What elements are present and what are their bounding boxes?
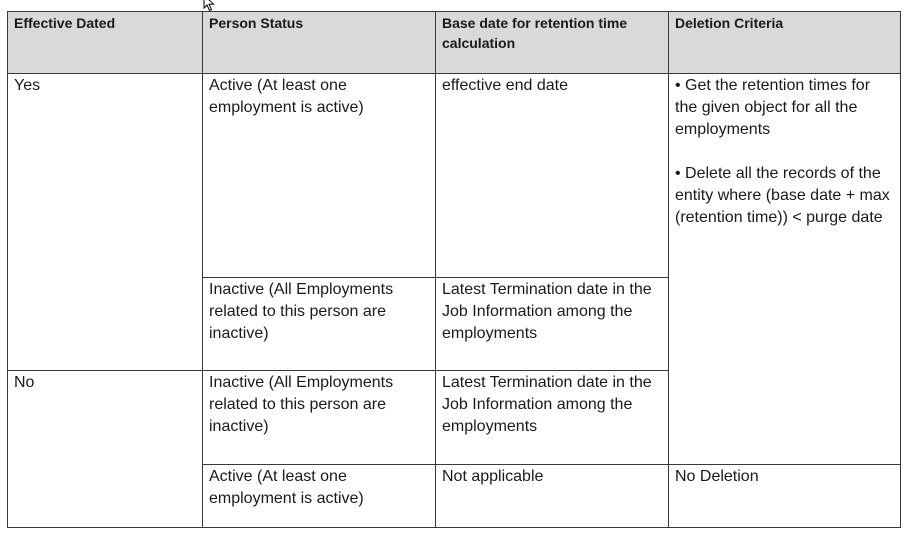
deletion-criteria-bullet: • Delete all the records of the entity where (base date + max (retention time)) < purge date	[675, 165, 890, 226]
header-deletion-criteria: Deletion Criteria	[669, 12, 901, 74]
person-status-cell: Active (At least one employment is active)	[203, 74, 436, 278]
table-header-row	[8, 12, 901, 74]
base-date-cell: Latest Termination date in the Job Information among the employments	[436, 371, 669, 465]
deletion-criteria-bullet: • Get the retention times for the given object for all the employments	[675, 77, 871, 138]
base-date-cell: Not applicable	[436, 465, 669, 528]
header-person-status: Person Status	[203, 12, 436, 74]
deletion-criteria-cell: No Deletion	[669, 465, 901, 528]
base-date-cell: effective end date	[436, 74, 669, 278]
deletion-criteria-shared-cell	[669, 74, 901, 465]
effective-dated-yes-cell: Yes	[8, 74, 203, 371]
person-status-cell: Inactive (All Employments related to this person are inactive)	[203, 371, 436, 465]
base-date-cell: Latest Termination date in the Job Information among the employments	[436, 278, 669, 371]
header-base-date: Base date for retention time calculation	[436, 12, 669, 74]
table-row	[8, 74, 901, 278]
effective-dated-no-cell: No	[8, 371, 203, 528]
person-status-cell: Inactive (All Employments related to this person are inactive)	[203, 278, 436, 371]
header-effective-dated: Effective Dated	[8, 12, 203, 74]
retention-criteria-table	[7, 11, 901, 528]
person-status-cell: Active (At least one employment is active)	[203, 465, 436, 528]
